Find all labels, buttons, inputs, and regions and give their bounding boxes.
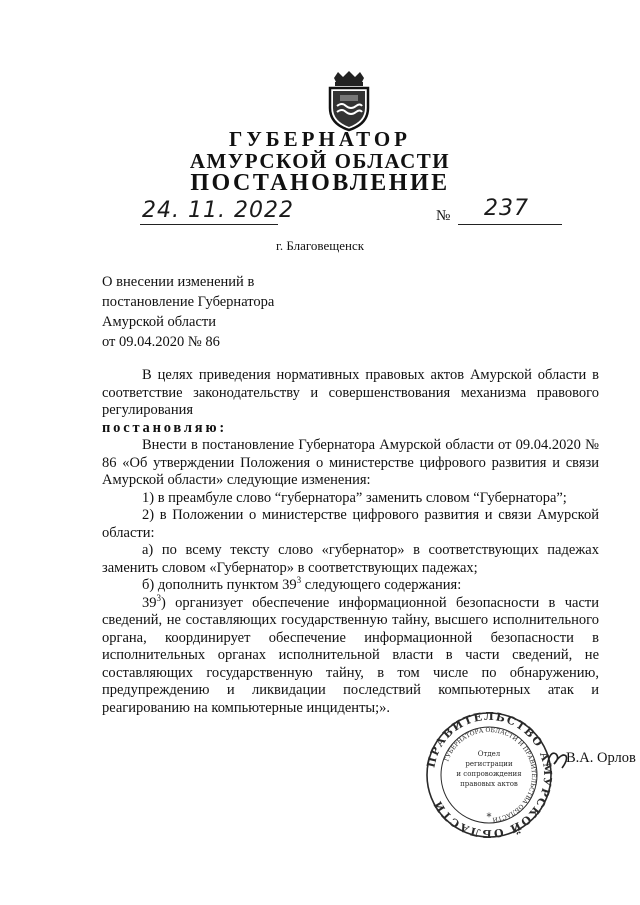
stamp-center-line: и сопровождения [456,770,522,778]
official-stamp [424,712,554,838]
document-subject [102,272,274,352]
stamp-center-line: правовых актов [460,780,518,788]
place-of-issue: г. Благовещенск [275,238,365,253]
authority-region: АМУРСКОЙ ОБЛАСТИ [189,149,451,173]
stamp-center-line: регистрации [465,760,513,768]
coat-of-arms-icon [324,70,374,132]
handwritten-number: 237 [484,196,529,221]
clause-text: ) организует обеспечение информационной безопасности в части сведений, не составляющих государственную тайну, высшего исполнительного органа, координирует обеспечение информационной безопасности в исполнительных органах исполнительной власти в части сведений, не составляющих государственную тайну, в том числе по обнаружению, предупреждению и ликвидации последствий компьютерных атак и реагированию на компьютерные инциденты;». [102,594,599,716]
subject-line: Амурской области [102,314,216,330]
number-label: № [436,208,451,224]
date-underline [140,224,278,225]
stamp-ring-text: ПРАВИТЕЛЬСТВО АМУРСКОЙ ОБЛАСТИ [424,712,554,838]
item-2-paragraph: 2) в Положении о министерстве цифрового развития и связи Амурской области: [102,507,599,541]
subject-line: от 09.04.2020 № 86 [102,334,220,350]
item-2b-text: б) дополнить пунктом 39 [142,577,297,593]
signatory-name: В.А. Орлов [566,750,636,766]
item-1-paragraph: 1) в преамбуле слово “губернатора” заменить словом “Губернатора”; [142,489,567,506]
stamp-center-line: Отдел [477,750,501,758]
stamp-inner-ring-text: ГУБЕРНАТОРА ОБЛАСТИ И ПРАВИТЕЛЬСТВА ОБЛАСТИ [443,726,538,823]
clause-number: 39 [142,594,157,611]
subject-line: О внесении изменений в [102,274,255,290]
subject-line: постановление Губернатора [102,294,275,310]
stamp-star: * [486,812,492,823]
item-2b-paragraph [102,577,599,595]
item-2a-paragraph: а) по всему тексту слово «губернатор» в соответствующих падежах заменить словом «Губернатор» в соответствующих падежах; [102,542,599,576]
item-2b-superscript: 3 [296,575,302,586]
handwritten-date: 24. 11. 2022 [142,198,294,223]
item-2b-text-end: следующего содержания: [301,577,462,593]
authority-title: ГУБЕРНАТОР [228,127,412,151]
intro-paragraph: Внести в постановление Губернатора Амурской области от 09.04.2020 № 86 «Об утверждении Положения о министерстве цифрового развития и связи Амурской области» следующие изменения: [102,437,599,488]
decree-word: постановляю: [102,419,227,436]
clause-39-3-paragraph [102,592,599,718]
document-body [102,367,599,717]
number-underline [458,224,562,225]
preamble-paragraph: В целях приведения нормативных правовых актов Амурской области в соответствие законодательству и совершенствования механизма правового регулирования [102,367,599,418]
document-type: ПОСТАНОВЛЕНИЕ [190,170,450,196]
clause-superscript: 3 [156,592,161,603]
